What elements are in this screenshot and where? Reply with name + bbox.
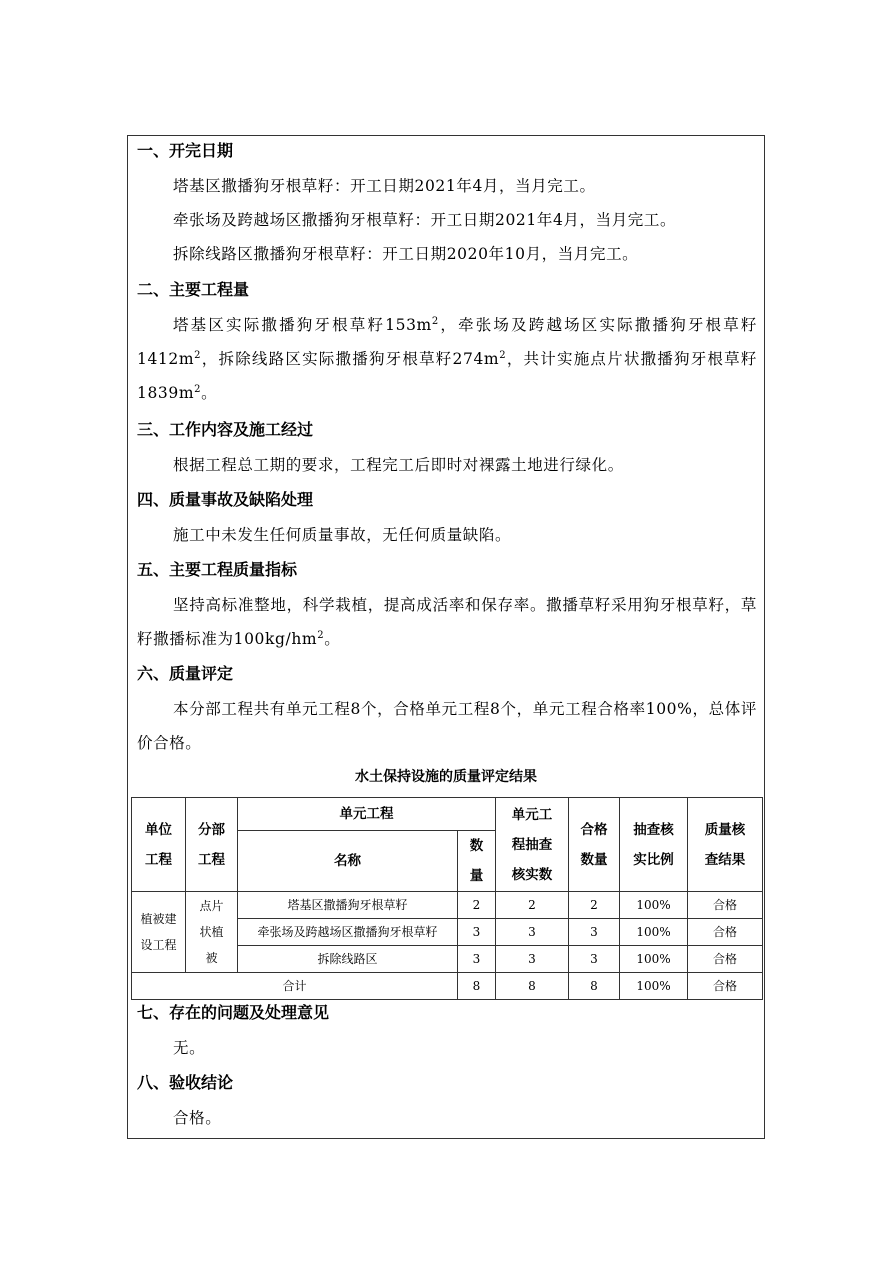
section-title-issues: 七、存在的问题及处理意见	[137, 1003, 330, 1022]
unit: m	[483, 350, 500, 368]
qty-removal-line: 274	[452, 350, 484, 368]
cell-sampled: 2	[496, 892, 569, 919]
header-name: 名称	[238, 831, 458, 892]
table-row	[132, 892, 763, 919]
cell-total-count: 8	[458, 973, 496, 1000]
cell-name: 拆除线路区	[238, 946, 458, 973]
cell-name: 塔基区撒播狗牙根草籽	[238, 892, 458, 919]
unit: m	[416, 316, 432, 334]
qty-text-2: ，牵张场及跨越场区实际撒播狗牙根草籽	[438, 316, 758, 334]
cell-count: 2	[458, 892, 496, 919]
qty-text-3: ，拆除线路区实际撒播狗牙根草籽	[201, 350, 453, 368]
paragraph-evaluation: 本分部工程共有单元工程8个，合格单元工程8个，单元工程合格率100%，总体评价合格。	[137, 700, 757, 752]
section-title-quantities: 二、主要工程量	[137, 280, 250, 299]
qty-tower-area: 153	[385, 316, 417, 334]
unit: m	[178, 350, 195, 368]
section-title-dates: 一、开完日期	[137, 141, 234, 160]
section-title-conclusion: 八、验收结论	[137, 1073, 234, 1092]
section-title-accidents: 四、质量事故及缺陷处理	[137, 490, 314, 509]
unit: m	[178, 384, 195, 402]
cell-count: 3	[458, 919, 496, 946]
header-count: 数量	[458, 831, 496, 892]
cell-unit-project: 植被建设工程	[132, 892, 186, 973]
superscript: 2	[317, 630, 325, 641]
paragraph-work: 根据工程总工期的要求，工程完工后即时对裸露土地进行绿化。	[173, 456, 624, 474]
indicator-text: 坚持高标准整地，科学栽植，提高成活率和保存率。撒播草籽采用狗牙根草籽，草籽撒播标准为	[137, 596, 757, 648]
paragraph-issues: 无。	[173, 1039, 206, 1057]
cell-result: 合格	[688, 919, 763, 946]
cell-total-qualified: 8	[569, 973, 620, 1000]
cell-sub-project: 点片状植被	[186, 892, 238, 973]
quality-table	[131, 797, 763, 1000]
cell-name: 牵张场及跨越场区撒播狗牙根草籽	[238, 919, 458, 946]
table-caption: 水土保持设施的质量评定结果	[355, 769, 537, 785]
paragraph-removal-dates: 拆除线路区撒播狗牙根草籽：开工日期2020年10月，当月完工。	[173, 245, 639, 263]
header-sampled: 单元工程抽查核实数	[496, 798, 569, 892]
cell-ratio: 100%	[620, 919, 688, 946]
cell-total-result: 合格	[688, 973, 763, 1000]
cell-qualified: 3	[569, 919, 620, 946]
cell-sampled: 3	[496, 919, 569, 946]
paragraph-conclusion: 合格。	[173, 1109, 222, 1127]
paragraph-quantities	[137, 308, 757, 410]
indicator-end: 。	[324, 630, 341, 648]
cell-result: 合格	[688, 892, 763, 919]
paragraph-indicators	[137, 588, 757, 656]
qty-text-1: 塔基区实际撒播狗牙根草籽	[173, 316, 386, 334]
section-title-work: 三、工作内容及施工经过	[137, 420, 314, 439]
cell-total-label: 合计	[132, 973, 458, 1000]
cell-total-sampled: 8	[496, 973, 569, 1000]
cell-sampled: 3	[496, 946, 569, 973]
header-ratio: 抽查核实比例	[620, 798, 688, 892]
paragraph-tension-dates: 牵张场及跨越场区撒播狗牙根草籽：开工日期2021年4月，当月完工。	[173, 211, 677, 229]
qty-tension-site: 1412	[137, 350, 179, 368]
paragraph-accidents: 施工中未发生任何质量事故，无任何质量缺陷。	[173, 526, 512, 544]
cell-qualified: 2	[569, 892, 620, 919]
seeding-rate: 100kg/hm	[233, 630, 318, 648]
cell-qualified: 3	[569, 946, 620, 973]
superscript: 2	[194, 384, 202, 395]
superscript: 2	[194, 350, 202, 361]
section-title-indicators: 五、主要工程质量指标	[137, 560, 298, 579]
cell-ratio: 100%	[620, 946, 688, 973]
header-qualified-count: 合格数量	[569, 798, 620, 892]
paragraph-tower-dates: 塔基区撒播狗牙根草籽：开工日期2021年4月，当月完工。	[173, 177, 596, 195]
header-unit-project: 单位工程	[132, 798, 186, 892]
qty-text-4: ，共计实施点片状撒播狗牙根草籽	[506, 350, 757, 368]
header-sub-project: 分部工程	[186, 798, 238, 892]
header-element-project: 单元工程	[238, 798, 496, 831]
qty-total: 1839	[137, 384, 179, 402]
header-result: 质量核查结果	[688, 798, 763, 892]
cell-count: 3	[458, 946, 496, 973]
superscript: 2	[499, 350, 507, 361]
section-title-evaluation: 六、质量评定	[137, 664, 234, 683]
table-total-row	[132, 973, 763, 1000]
qty-text-5: 。	[201, 384, 218, 402]
cell-ratio: 100%	[620, 892, 688, 919]
cell-result: 合格	[688, 946, 763, 973]
cell-total-ratio: 100%	[620, 973, 688, 1000]
superscript: 2	[431, 316, 439, 327]
